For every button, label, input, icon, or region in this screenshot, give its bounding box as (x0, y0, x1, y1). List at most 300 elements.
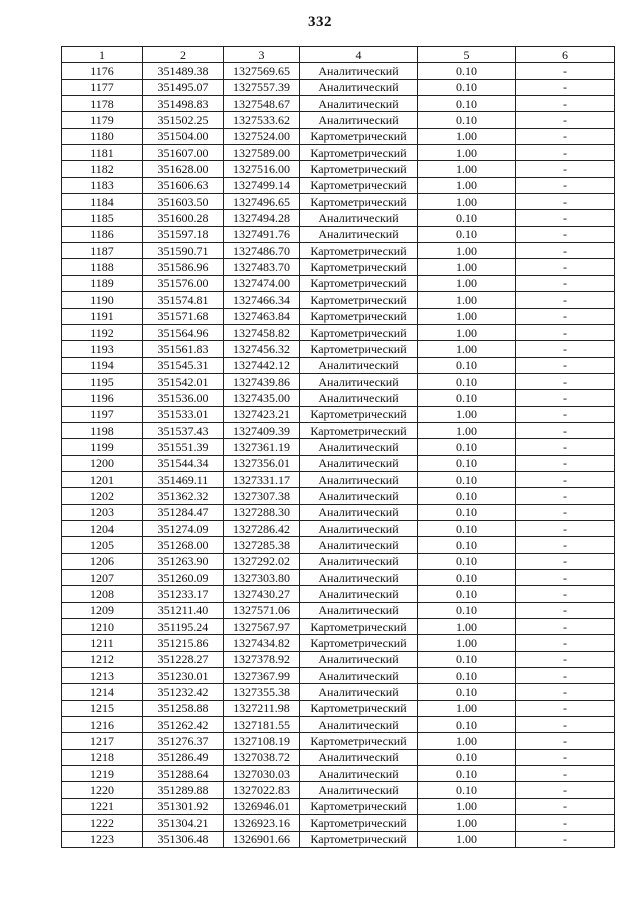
table-cell: - (516, 210, 615, 226)
table-row (62, 684, 615, 700)
table-cell: 351607.00 (143, 145, 224, 161)
table-cell: - (516, 275, 615, 291)
table-cell: Картометрический (300, 308, 418, 324)
table-cell: 1327494.28 (224, 210, 300, 226)
table-cell: 351362.32 (143, 488, 224, 504)
table-cell: 1.00 (418, 259, 516, 275)
table-row (62, 635, 615, 651)
table-cell: 1327292.02 (224, 553, 300, 569)
table-row (62, 243, 615, 259)
table-row (62, 700, 615, 716)
table-row (62, 79, 615, 95)
column-header: 2 (143, 47, 224, 63)
table-cell: 0.10 (418, 782, 516, 798)
table-cell: 351628.00 (143, 161, 224, 177)
table-cell: - (516, 570, 615, 586)
table-cell: 1219 (62, 766, 143, 782)
table-cell: 1327442.12 (224, 357, 300, 373)
table-cell: 351284.47 (143, 504, 224, 520)
table-cell: 1205 (62, 537, 143, 553)
table-cell: 1327589.00 (224, 145, 300, 161)
table-cell: 1327423.21 (224, 406, 300, 422)
table-cell: - (516, 406, 615, 422)
table-cell: - (516, 292, 615, 308)
table-cell: 1327356.01 (224, 455, 300, 471)
table-cell: Картометрический (300, 145, 418, 161)
table-cell: 1178 (62, 96, 143, 112)
table-cell: 1187 (62, 243, 143, 259)
table-cell: 1193 (62, 341, 143, 357)
table-cell: - (516, 749, 615, 765)
table-cell: 0.10 (418, 390, 516, 406)
table-cell: 1.00 (418, 798, 516, 814)
table-row (62, 161, 615, 177)
table-cell: 0.10 (418, 63, 516, 79)
table-cell: 351274.09 (143, 520, 224, 536)
table-cell: 1191 (62, 308, 143, 324)
table-row (62, 733, 615, 749)
table-row (62, 815, 615, 831)
table-cell: 1327548.67 (224, 96, 300, 112)
table-cell: 1210 (62, 619, 143, 635)
table-cell: 0.10 (418, 210, 516, 226)
table-cell: 351537.43 (143, 422, 224, 438)
table-cell: 1201 (62, 471, 143, 487)
table-row (62, 357, 615, 373)
table-cell: - (516, 79, 615, 95)
table-cell: Аналитический (300, 553, 418, 569)
table-cell: 0.10 (418, 553, 516, 569)
table-cell: - (516, 341, 615, 357)
table-cell: 351260.09 (143, 570, 224, 586)
table-cell: 0.10 (418, 439, 516, 455)
table-cell: 1.00 (418, 619, 516, 635)
table-row (62, 782, 615, 798)
table-cell: - (516, 439, 615, 455)
table-row (62, 766, 615, 782)
table-cell: 1.00 (418, 161, 516, 177)
table-cell: 1327307.38 (224, 488, 300, 504)
table-cell: 1327458.82 (224, 324, 300, 340)
column-header: 6 (516, 47, 615, 63)
table-cell: 1327463.84 (224, 308, 300, 324)
table-cell: Картометрический (300, 635, 418, 651)
table-cell: 1.00 (418, 341, 516, 357)
table-cell: 1188 (62, 259, 143, 275)
table-cell: Картометрический (300, 292, 418, 308)
table-body (62, 63, 615, 848)
table-cell: 1.00 (418, 243, 516, 259)
table-cell: - (516, 717, 615, 733)
table-row (62, 128, 615, 144)
table-cell: 0.10 (418, 226, 516, 242)
table-row (62, 831, 615, 847)
table-cell: 1327474.00 (224, 275, 300, 291)
table-cell: 0.10 (418, 520, 516, 536)
table-cell: 1180 (62, 128, 143, 144)
table-cell: 1327456.32 (224, 341, 300, 357)
table-cell: 351536.00 (143, 390, 224, 406)
table-row (62, 651, 615, 667)
table-cell: 1327181.55 (224, 717, 300, 733)
table-cell: 1327409.39 (224, 422, 300, 438)
table-cell: - (516, 684, 615, 700)
table-cell: 1327557.39 (224, 79, 300, 95)
table-cell: Картометрический (300, 275, 418, 291)
table-cell: 1177 (62, 79, 143, 95)
column-header: 5 (418, 47, 516, 63)
table-cell: 1212 (62, 651, 143, 667)
table-cell: 0.10 (418, 602, 516, 618)
table-cell: 1327331.17 (224, 471, 300, 487)
table-cell: - (516, 128, 615, 144)
table-cell: 1327378.92 (224, 651, 300, 667)
table-cell: Картометрический (300, 324, 418, 340)
table-cell: 1.00 (418, 733, 516, 749)
table-cell: 1218 (62, 749, 143, 765)
table-cell: 351542.01 (143, 373, 224, 389)
table-cell: 1182 (62, 161, 143, 177)
table-cell: 1327355.38 (224, 684, 300, 700)
table-cell: 1202 (62, 488, 143, 504)
table-row (62, 341, 615, 357)
table-cell: 351564.96 (143, 324, 224, 340)
table-cell: 1181 (62, 145, 143, 161)
table-cell: Картометрический (300, 831, 418, 847)
table-cell: 351195.24 (143, 619, 224, 635)
table-cell: 351230.01 (143, 668, 224, 684)
table-cell: 1186 (62, 226, 143, 242)
table-cell: - (516, 798, 615, 814)
table-cell: 351268.00 (143, 537, 224, 553)
table-cell: 1327286.42 (224, 520, 300, 536)
column-header: 4 (300, 47, 418, 63)
table-cell: 1327361.19 (224, 439, 300, 455)
table-cell: - (516, 602, 615, 618)
table-row (62, 226, 615, 242)
page-number: 332 (308, 14, 332, 30)
table-cell: Аналитический (300, 439, 418, 455)
table-cell: - (516, 700, 615, 716)
table-cell: 351544.34 (143, 455, 224, 471)
table-cell: 1327285.38 (224, 537, 300, 553)
table-cell: - (516, 259, 615, 275)
table-cell: Аналитический (300, 668, 418, 684)
table-cell: Картометрический (300, 259, 418, 275)
table-cell: - (516, 145, 615, 161)
table-row (62, 553, 615, 569)
table-cell: 1327499.14 (224, 177, 300, 193)
table-cell: 351600.28 (143, 210, 224, 226)
table-row (62, 668, 615, 684)
table-row (62, 194, 615, 210)
table-cell: 1327303.80 (224, 570, 300, 586)
table-row (62, 96, 615, 112)
table-cell: - (516, 635, 615, 651)
table-cell: - (516, 553, 615, 569)
table-cell: - (516, 831, 615, 847)
table-cell: Аналитический (300, 210, 418, 226)
table-cell: 1327496.65 (224, 194, 300, 210)
table-cell: 0.10 (418, 504, 516, 520)
coordinates-table (61, 46, 615, 848)
table-cell: 1327486.70 (224, 243, 300, 259)
table-cell: Картометрический (300, 128, 418, 144)
table-cell: 351232.42 (143, 684, 224, 700)
table-cell: - (516, 161, 615, 177)
table-cell: 1.00 (418, 635, 516, 651)
table-cell: 1211 (62, 635, 143, 651)
table-cell: 351551.39 (143, 439, 224, 455)
table-cell: Аналитический (300, 226, 418, 242)
table-cell: 1176 (62, 63, 143, 79)
table-cell: Аналитический (300, 520, 418, 536)
table-cell: Аналитический (300, 96, 418, 112)
table-cell: - (516, 308, 615, 324)
table-cell: 1326923.16 (224, 815, 300, 831)
table-cell: - (516, 390, 615, 406)
table-row (62, 210, 615, 226)
table-cell: 1.00 (418, 308, 516, 324)
table-cell: 0.10 (418, 537, 516, 553)
table-cell: - (516, 619, 615, 635)
table-cell: - (516, 471, 615, 487)
table-cell: Аналитический (300, 390, 418, 406)
table-cell: Аналитический (300, 373, 418, 389)
table-cell: - (516, 733, 615, 749)
table-cell: 0.10 (418, 471, 516, 487)
table-cell: - (516, 177, 615, 193)
table-cell: 351288.64 (143, 766, 224, 782)
table-cell: 0.10 (418, 668, 516, 684)
table-row (62, 602, 615, 618)
table-cell: 1192 (62, 324, 143, 340)
table-cell: Картометрический (300, 798, 418, 814)
table-cell: 351289.88 (143, 782, 224, 798)
table-cell: 1207 (62, 570, 143, 586)
table-cell: 351502.25 (143, 112, 224, 128)
table-cell: Аналитический (300, 651, 418, 667)
table-cell: 351533.01 (143, 406, 224, 422)
table-cell: 1194 (62, 357, 143, 373)
table-cell: Картометрический (300, 177, 418, 193)
table-cell: 351574.81 (143, 292, 224, 308)
column-header: 1 (62, 47, 143, 63)
table-cell: 1213 (62, 668, 143, 684)
table-row (62, 177, 615, 193)
table-header-row (62, 47, 615, 63)
table-cell: 351262.42 (143, 717, 224, 733)
table-cell: Аналитический (300, 749, 418, 765)
table-cell: 351228.27 (143, 651, 224, 667)
table-cell: 0.10 (418, 79, 516, 95)
table-cell: 1326946.01 (224, 798, 300, 814)
table-cell: Аналитический (300, 455, 418, 471)
table-cell: 1.00 (418, 128, 516, 144)
table-cell: 351215.86 (143, 635, 224, 651)
table-cell: 0.10 (418, 455, 516, 471)
table-cell: - (516, 96, 615, 112)
table-cell: 351586.96 (143, 259, 224, 275)
table-cell: 1327434.82 (224, 635, 300, 651)
table-cell: 351276.37 (143, 733, 224, 749)
table-cell: - (516, 63, 615, 79)
table-cell: Аналитический (300, 602, 418, 618)
table-cell: Картометрический (300, 161, 418, 177)
table-cell: Аналитический (300, 504, 418, 520)
table-cell: 1327435.00 (224, 390, 300, 406)
table-cell: 1.00 (418, 292, 516, 308)
table-cell: 351571.68 (143, 308, 224, 324)
table-row (62, 406, 615, 422)
table-cell: 1327439.86 (224, 373, 300, 389)
table-cell: 1327533.62 (224, 112, 300, 128)
table-cell: Картометрический (300, 815, 418, 831)
table-cell: - (516, 324, 615, 340)
table-cell: Картометрический (300, 194, 418, 210)
table-cell: 1198 (62, 422, 143, 438)
table-cell: 1327524.00 (224, 128, 300, 144)
table-cell: Картометрический (300, 619, 418, 635)
table-cell: - (516, 194, 615, 210)
table-cell: Картометрический (300, 733, 418, 749)
table-cell: 1197 (62, 406, 143, 422)
table-cell: 0.10 (418, 112, 516, 128)
table-row (62, 749, 615, 765)
table-cell: 351286.49 (143, 749, 224, 765)
table-cell: - (516, 488, 615, 504)
table-row (62, 422, 615, 438)
table-cell: 1327491.76 (224, 226, 300, 242)
table-row (62, 504, 615, 520)
table-cell: Аналитический (300, 112, 418, 128)
table-cell: Аналитический (300, 79, 418, 95)
table-cell: 351495.07 (143, 79, 224, 95)
table-cell: - (516, 373, 615, 389)
table-cell: 1184 (62, 194, 143, 210)
table-cell: 1327567.97 (224, 619, 300, 635)
table-cell: 1327516.00 (224, 161, 300, 177)
table-cell: 0.10 (418, 651, 516, 667)
table-cell: 1.00 (418, 324, 516, 340)
table-cell: 1327288.30 (224, 504, 300, 520)
table-cell: - (516, 815, 615, 831)
table-row (62, 455, 615, 471)
table-cell: 1326901.66 (224, 831, 300, 847)
table-row (62, 717, 615, 733)
table-cell: 351606.63 (143, 177, 224, 193)
table-cell: 1214 (62, 684, 143, 700)
table-cell: 1327211.98 (224, 700, 300, 716)
table-cell: 351576.00 (143, 275, 224, 291)
table-cell: - (516, 504, 615, 520)
table-cell: 0.10 (418, 586, 516, 602)
table-cell: 1199 (62, 439, 143, 455)
table-cell: - (516, 226, 615, 242)
table-cell: - (516, 537, 615, 553)
table-cell: 1327108.19 (224, 733, 300, 749)
table-row (62, 390, 615, 406)
table-row (62, 145, 615, 161)
table-cell: Картометрический (300, 243, 418, 259)
table-row (62, 275, 615, 291)
table-cell: 1327483.70 (224, 259, 300, 275)
table-cell: Аналитический (300, 766, 418, 782)
table-cell: 0.10 (418, 373, 516, 389)
table-cell: 351561.83 (143, 341, 224, 357)
table-cell: 1327367.99 (224, 668, 300, 684)
table-cell: 1.00 (418, 406, 516, 422)
table-cell: - (516, 782, 615, 798)
table-cell: 351263.90 (143, 553, 224, 569)
table-cell: 351489.38 (143, 63, 224, 79)
table-cell: 0.10 (418, 766, 516, 782)
table-cell: 351306.48 (143, 831, 224, 847)
table-cell: 351545.31 (143, 357, 224, 373)
table-cell: 1208 (62, 586, 143, 602)
table-cell: 1327430.27 (224, 586, 300, 602)
table-cell: Аналитический (300, 684, 418, 700)
table-row (62, 586, 615, 602)
table-cell: 1209 (62, 602, 143, 618)
table-row (62, 63, 615, 79)
table-cell: 1327569.65 (224, 63, 300, 79)
table-row (62, 488, 615, 504)
table-row (62, 471, 615, 487)
table-cell: 0.10 (418, 684, 516, 700)
table-cell: - (516, 668, 615, 684)
table-row (62, 308, 615, 324)
table-cell: 1221 (62, 798, 143, 814)
table-row (62, 798, 615, 814)
table-cell: 0.10 (418, 717, 516, 733)
table-cell: 1190 (62, 292, 143, 308)
table-cell: Аналитический (300, 717, 418, 733)
table-cell: Аналитический (300, 488, 418, 504)
table-cell: 1200 (62, 455, 143, 471)
table-cell: 1.00 (418, 831, 516, 847)
table-cell: - (516, 357, 615, 373)
table-row (62, 439, 615, 455)
table-cell: 351304.21 (143, 815, 224, 831)
table-cell: 1183 (62, 177, 143, 193)
table-cell: - (516, 112, 615, 128)
table-cell: 1223 (62, 831, 143, 847)
table-cell: Аналитический (300, 782, 418, 798)
table-cell: 1.00 (418, 177, 516, 193)
table-cell: 351590.71 (143, 243, 224, 259)
table-cell: 1215 (62, 700, 143, 716)
table-cell: 351258.88 (143, 700, 224, 716)
table-row (62, 112, 615, 128)
table-cell: 1196 (62, 390, 143, 406)
table-cell: 0.10 (418, 488, 516, 504)
table-cell: Аналитический (300, 471, 418, 487)
table-cell: 0.10 (418, 96, 516, 112)
table-cell: 1.00 (418, 422, 516, 438)
table-cell: 1195 (62, 373, 143, 389)
table-cell: 351597.18 (143, 226, 224, 242)
table-cell: - (516, 422, 615, 438)
table-cell: Аналитический (300, 63, 418, 79)
table-cell: 1.00 (418, 145, 516, 161)
table-cell: 1327466.34 (224, 292, 300, 308)
table-cell: 1327571.06 (224, 602, 300, 618)
table-cell: 351211.40 (143, 602, 224, 618)
column-header: 3 (224, 47, 300, 63)
table-cell: 1.00 (418, 815, 516, 831)
table-cell: 0.10 (418, 570, 516, 586)
